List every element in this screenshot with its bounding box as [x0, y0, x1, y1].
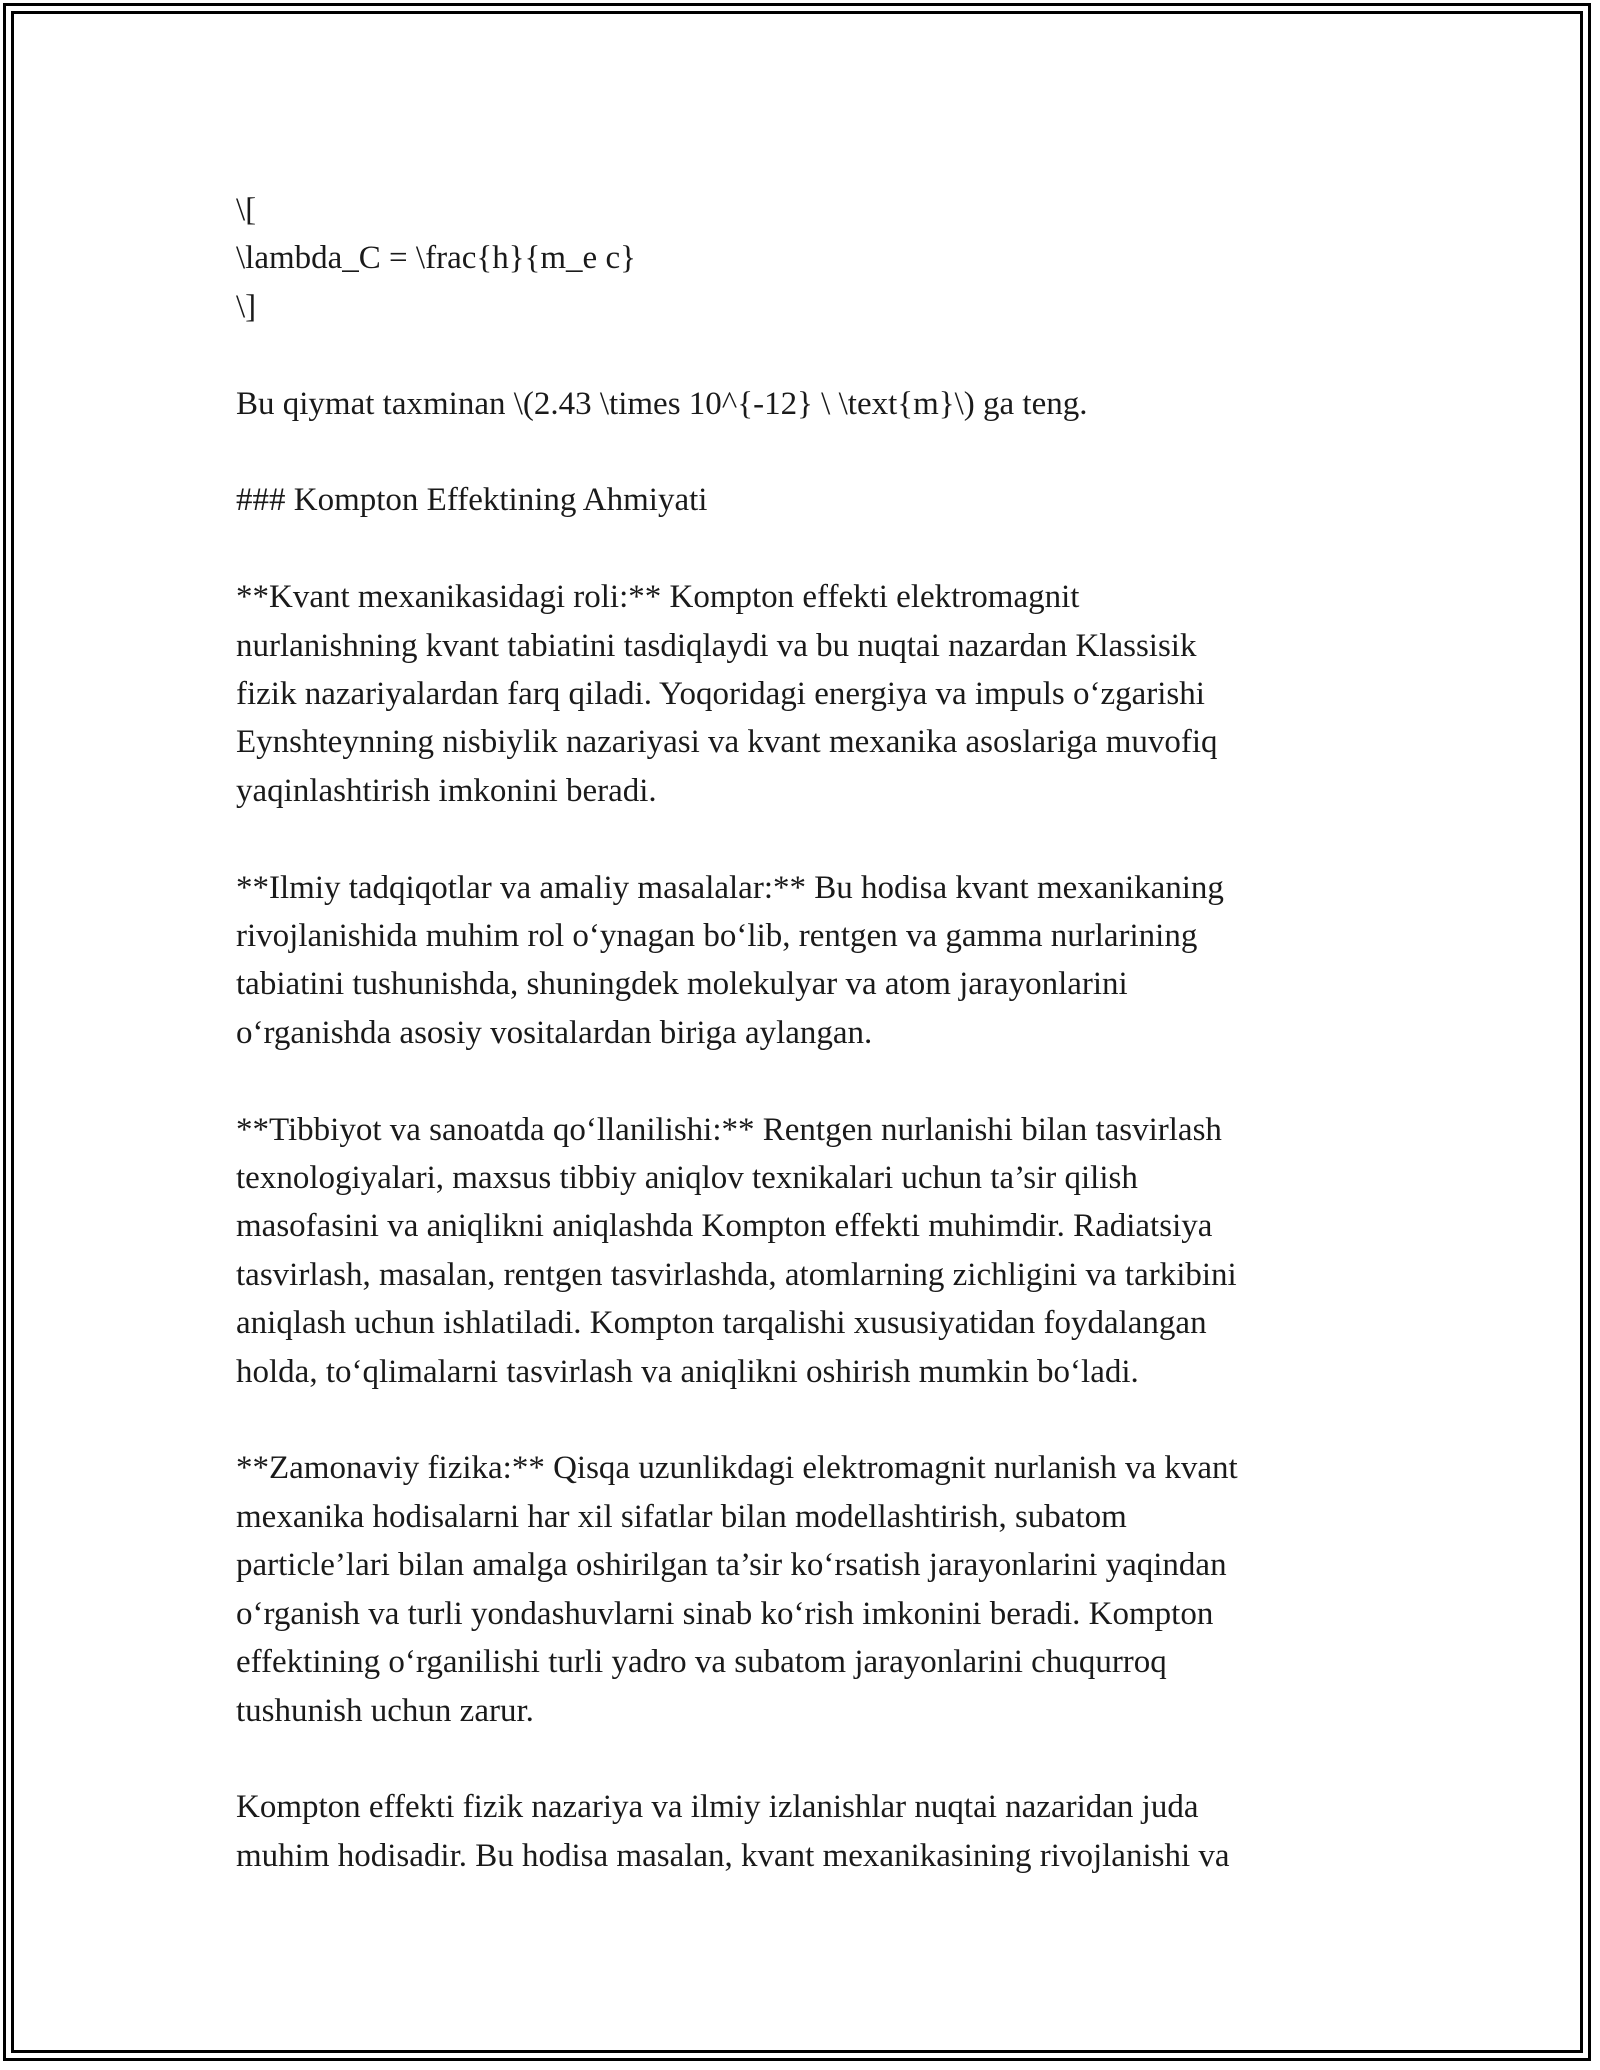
paragraph-line: particle’lari bilan amalga oshirilgan ta’sir ko‘rsatish jarayonlarini yaqindan — [236, 1547, 1227, 1584]
value-paragraph — [236, 380, 1366, 428]
paragraph-medicine-industry — [236, 1106, 1366, 1396]
paragraph-line: muhim hodisadir. Bu hodisa masalan, kvant mexanikasining rivojlanishi va — [236, 1837, 1230, 1874]
formula-open: \[ — [236, 192, 257, 228]
paragraph-line: mexanika hodisalarni har xil sifatlar bilan modellashtirish, subatom — [236, 1498, 1127, 1535]
paragraph-line: o‘rganish va turli yondashuvlarni sinab ko‘rish imkonini beradi. Kompton — [236, 1595, 1214, 1632]
paragraph-line: Kompton effekti fizik nazariya va ilmiy izlanishlar nuqtai nazaridan juda — [236, 1789, 1199, 1826]
paragraph-line: aniqlash uchun ishlatiladi. Kompton tarqalishi xususiyatidan foydalangan — [236, 1305, 1207, 1342]
formula-block — [236, 186, 1366, 331]
section-heading — [236, 476, 1366, 524]
paragraph-line: **Ilmiy tadqiqotlar va amaliy masalalar:** Bu hodisa kvant mexanikaning — [236, 869, 1224, 906]
heading-text: ### Kompton Effektining Ahmiyati — [236, 482, 708, 519]
paragraph-line: **Kvant mexanikasidagi roli:** Kompton effekti elektromagnit — [236, 579, 1080, 616]
paragraph-line: fizik nazariyalardan farq qiladi. Yoqoridagi energiya va impuls o‘zgarishi — [236, 676, 1205, 713]
paragraph-line: rivojlanishida muhim rol o‘ynagan bo‘lib, rentgen va gamma nurlarining — [236, 918, 1198, 955]
paragraph-modern-physics — [236, 1444, 1366, 1734]
paragraph-scientific-research — [236, 864, 1366, 1058]
paragraph-line: tabiatini tushunishda, shuningdek molekulyar va atom jarayonlarini — [236, 966, 1128, 1003]
paragraph-line: **Tibbiyot va sanoatda qo‘llanilishi:** Rentgen nurlanishi bilan tasvirlash — [236, 1111, 1222, 1148]
paragraph-line: holda, to‘qlimalarni tasvirlash va aniqlikni oshirish mumkin bo‘ladi. — [236, 1353, 1139, 1390]
paragraph-conclusion — [236, 1783, 1366, 1880]
document-body — [236, 186, 1366, 1929]
paragraph-line: masofasini va aniqlikni aniqlashda Kompton effekti muhimdir. Radiatsiya — [236, 1208, 1213, 1245]
paragraph-line: texnologiyalari, maxsus tibbiy aniqlov texnikalari uchun ta’sir qilish — [236, 1160, 1138, 1197]
paragraph-line: yaqinlashtirish imkonini beradi. — [236, 772, 657, 809]
paragraph-line: o‘rganishda asosiy vositalardan biriga aylangan. — [236, 1014, 873, 1051]
formula-body: \lambda_C = \frac{h}{m_e c} — [236, 240, 636, 277]
paragraph-quantum-role — [236, 573, 1366, 815]
paragraph-line: tushunish uchun zarur. — [236, 1692, 534, 1729]
paragraph-line: tasvirlash, masalan, rentgen tasvirlashda, atomlarning zichligini va tarkibini — [236, 1256, 1237, 1293]
paragraph-line: nurlanishning kvant tabiatini tasdiqlaydi va bu nuqtai nazardan Klassisik — [236, 627, 1197, 664]
value-sentence: Bu qiymat taxminan \(2.43 \times 10^{-12} \ \text{m}\) ga teng. — [236, 385, 1088, 422]
paragraph-line: effektining o‘rganilishi turli yadro va subatom jarayonlarini chuqurroq — [236, 1644, 1167, 1681]
paragraph-line: **Zamonaviy fizika:** Qisqa uzunlikdagi elektromagnit nurlanish va kvant — [236, 1450, 1238, 1487]
formula-close: \] — [236, 288, 257, 325]
paragraph-line: Eynshteynning nisbiylik nazariyasi va kvant mexanika asoslariga muvofiq — [236, 724, 1218, 761]
